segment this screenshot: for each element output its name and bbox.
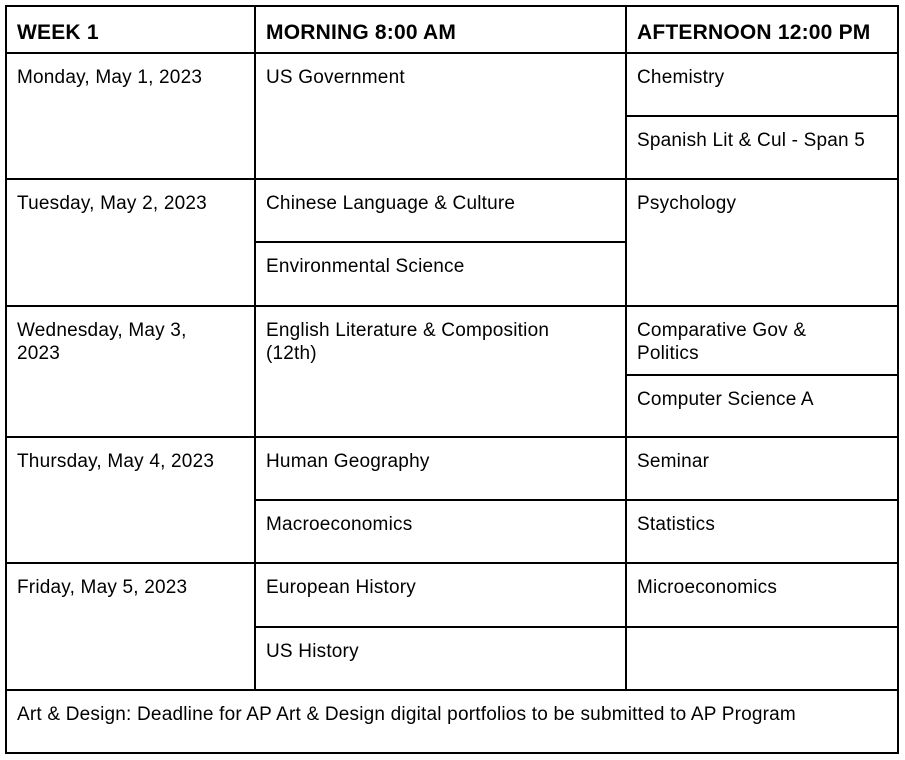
morning-exam: Environmental Science xyxy=(266,256,465,277)
day-date: Tuesday, May 2, 2023 xyxy=(17,193,207,214)
morning-exam: Macroeconomics xyxy=(266,514,413,535)
footer-note: Art & Design: Deadline for AP Art & Design digital portfolios to be submitted to AP Program xyxy=(17,704,796,725)
afternoon-exam: Computer Science A xyxy=(637,389,814,410)
morning-exam: European History xyxy=(266,577,416,598)
afternoon-exam: Statistics xyxy=(637,514,716,535)
afternoon-exam: Seminar xyxy=(637,451,710,472)
morning-exam: English Literature & Composition (12th) xyxy=(266,320,550,364)
table-border-left xyxy=(5,5,7,754)
afternoon-exam: Psychology xyxy=(637,193,737,214)
morning-exam: Chinese Language & Culture xyxy=(266,193,516,214)
header-afternoon: AFTERNOON 12:00 PM xyxy=(637,21,871,44)
day-date: Monday, May 1, 2023 xyxy=(17,67,203,88)
header-week: WEEK 1 xyxy=(17,21,99,44)
afternoon-exam: Chemistry xyxy=(637,67,725,88)
morning-exam: Human Geography xyxy=(266,451,430,472)
morning-exam: US History xyxy=(266,641,359,662)
day-date: Friday, May 5, 2023 xyxy=(17,577,188,598)
header-morning: MORNING 8:00 AM xyxy=(266,21,457,44)
afternoon-exam: Spanish Lit & Cul - Span 5 xyxy=(637,130,866,151)
day-date: Thursday, May 4, 2023 xyxy=(17,451,215,472)
afternoon-exam: Microeconomics xyxy=(637,577,778,598)
table-border-bottom xyxy=(5,752,899,754)
afternoon-exam: Comparative Gov & Politics xyxy=(637,320,807,364)
day-date: Wednesday, May 3, 2023 xyxy=(17,320,187,364)
afternoon-exam xyxy=(627,628,895,640)
table-border-right xyxy=(897,5,899,754)
morning-exam: US Government xyxy=(266,67,405,88)
